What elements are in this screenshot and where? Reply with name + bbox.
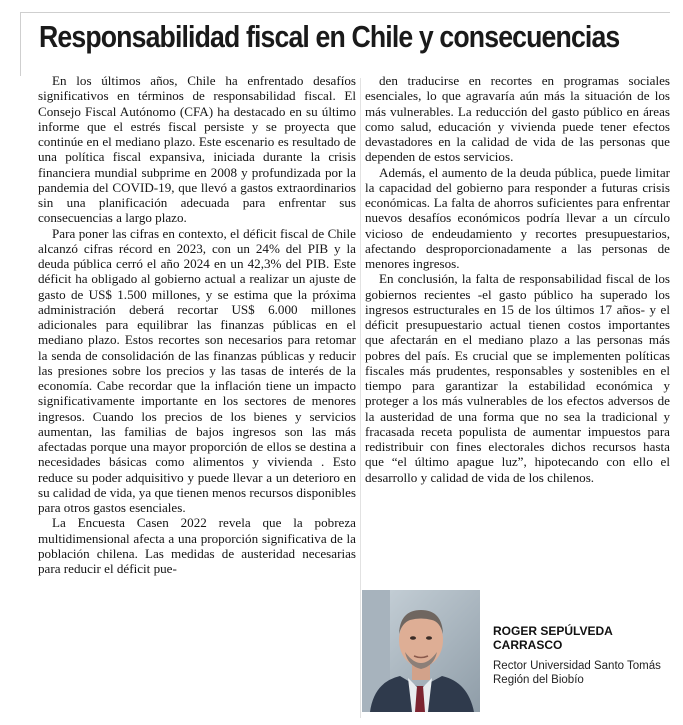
paragraph: En los últimos años, Chile ha enfrentado desafíos significativos en términos de responsabilidad fiscal. El Consejo Fiscal Autónomo (CFA) ha destacado en su último informe que el estrés fiscal persiste y se proyecta que continúe en el mediano plazo. Este escenario es resultado de una política fiscal expansiva, iniciada durante la crisis financiera mundial subprime en 2008 y profundizada por la pandemia del COVID-19, que llevó a gastos extraordinarios sin una planificación adecuada para enfrentar sus consecuencias a largo plazo. [38, 73, 356, 226]
author-title: Rector Universidad Santo Tomás [493, 660, 661, 672]
author-portrait-icon [362, 590, 480, 712]
author-photo [362, 590, 480, 712]
article-headline: Responsabilidad fiscal en Chile y consecuencias [39, 19, 620, 54]
paragraph: En conclusión, la falta de responsabilidad fiscal de los gobiernos recientes -el gasto público ha superado los ingresos estructurales en 15 de los últimos 17 años- y el déficit presupuestario actual tienen costos importantes que afectarán en el mediano plazo a las personas más pobres del país. Es crucial que se implementen políticas fiscales más prudentes, responsables y sostenibles en el tiempo para garantizar la estabilidad económica y proteger a los más vulnerables de los efectos adversos de la austeridad de una forma que no sea la tradicional y fracasada receta populista de aumentar impuestos para redistribuir con fines electorales dichos recursos hasta que “el último apague luz”, hipotecando con ello el desarrollo y calidad de vida de los chilenos. [365, 271, 670, 485]
headline-box [20, 12, 670, 76]
right-column [365, 73, 670, 485]
author-byline [362, 590, 672, 715]
paragraph: den traducirse en recortes en programas sociales esenciales, lo que agravaría aún más la situación de los más vulnerables. La reducción del gasto público en áreas como salud, educación y vivienda puede tener efectos devastadores en la calidad de vida de las personas que dependen de estos servicios. [365, 73, 670, 165]
author-name: ROGER SEPÚLVEDA CARRASCO [493, 624, 613, 652]
paragraph: La Encuesta Casen 2022 revela que la pobreza multidimensional afecta a una proporción significativa de la población chilena. Las medidas de austeridad necesarias para reducir el déficit pue- [38, 515, 356, 576]
author-location: Región del Biobío [493, 673, 584, 686]
column-divider [360, 78, 361, 718]
left-column [38, 73, 356, 576]
paragraph: Para poner las cifras en contexto, el déficit fiscal de Chile alcanzó cifras récord en 2023, con un 24% del PIB y la deuda pública cerró el año 2024 en un 42,3% del PIB. Este déficit ha obligado al gobierno actual a realizar un ajuste de gasto de US$ 1.500 millones, y se estima que la próxima administración deberá recortar US$ 6.000 millones adicionales para equilibrar las finanzas públicas en el mediano plazo. Estos recortes son necesarios para retomar la senda de consolidación de las finanzas públicas y reducir las presiones sobre los precios y las tasas de interés de la economía. Cabe recordar que la inflación tiene un impacto significativamente importante en los sectores de menores ingresos. Cuando los precios de los bienes y servicios aumentan, las familias de bajos ingresos son las más afectadas porque una mayor proporción de ellos se destina a necesidades básicas como alimentos y vivienda . Esto reduce su poder adquisitivo y puede llevar a un deterioro en su calidad de vida, ya que tienen menos recursos disponibles para otros gastos esenciales. [38, 225, 356, 515]
author-role [493, 660, 668, 687]
paragraph: Además, el aumento de la deuda pública, puede limitar la capacidad del gobierno para responder a futuras crisis económicas. La falta de ahorros suficientes para enfrentar nuevos desafíos económicos podría llevar a un círculo vicioso de endeudamiento y recortes presupuestarios, afectando desproporcionadamente a las personas de menores ingresos. [365, 164, 670, 271]
